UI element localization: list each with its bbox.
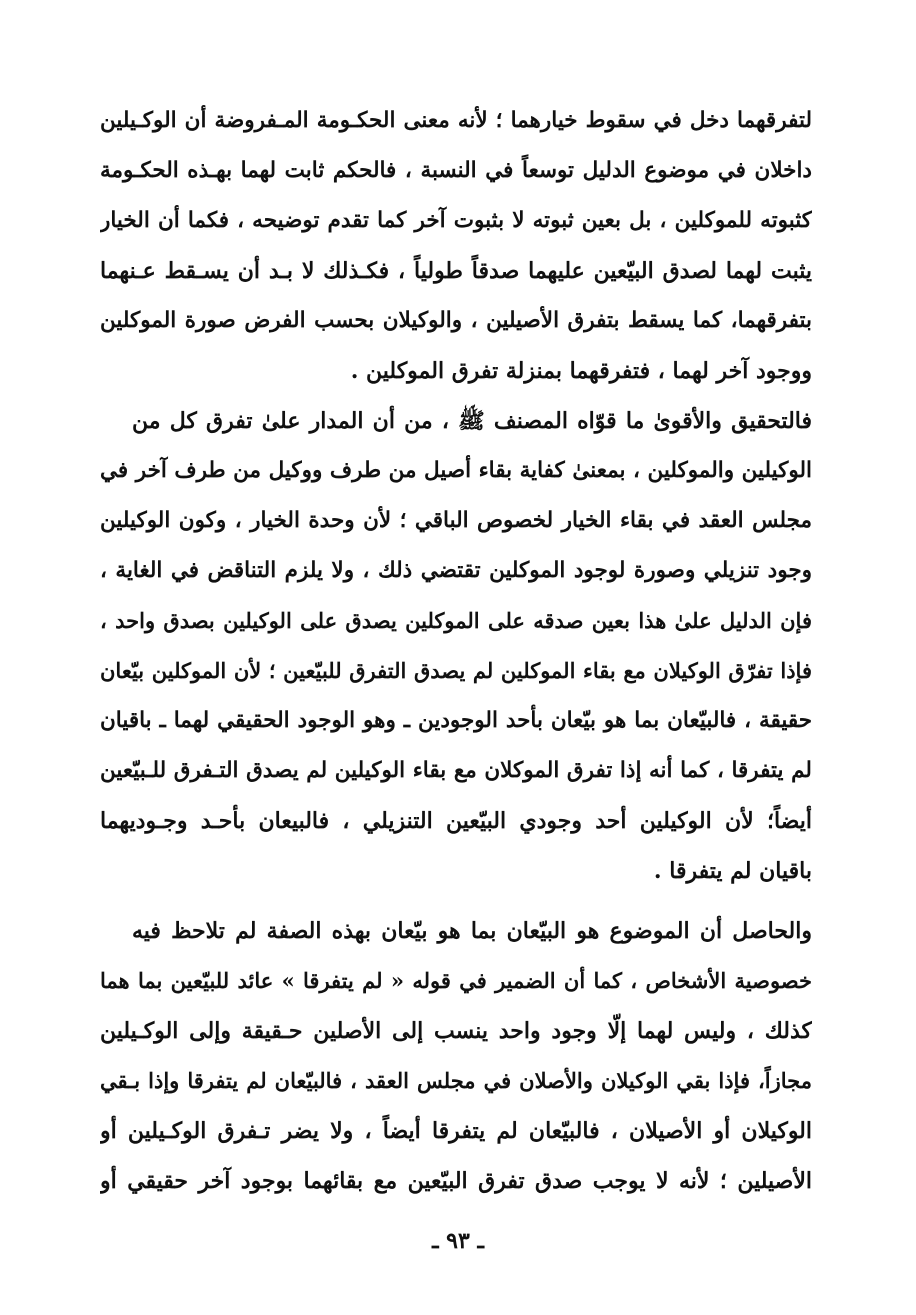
- text-line: بتفرقهما، كما يسقط بتفرق الأصيلين ، والوكيلان بحسب الفرض صورة الموكلين: [100, 308, 812, 333]
- text-line: حقيقة ، فالبيّعان بما هو بيّعان بأحد الوجودين ـ وهو الوجود الحقيقي لهما ـ باقيان: [100, 708, 812, 733]
- text-line: كثبوته للموكلين ، بل بعين ثبوته لا بثبوت آخر كما تقدم توضيحه ، فكما أن الخيار: [100, 208, 812, 233]
- text-line: باقيان لم يتفرقا .: [653, 858, 812, 884]
- text-line: الوكيلين والموكلين ، بمعنىٰ كفاية بقاء أصيل من طرف ووكيل من طرف آخر في: [100, 458, 812, 483]
- text-line: وجود تنزيلي وصورة لوجود الموكلين تقتضي ذلك ، ولا يلزم التناقض في الغاية ،: [100, 558, 812, 583]
- text-line: فإذا تفرّق الوكيلان مع بقاء الموكلين لم يصدق التفرق للبيّعين ؛ لأن الموكلين بيّعان: [100, 658, 812, 683]
- text-line: فإن الدليل علىٰ هذا بعين صدقه على الموكلين يصدق على الوكيلين بصدق واحد ،: [100, 608, 812, 633]
- text-line: لم يتفرقا ، كما أنه إذا تفرق الموكلان مع بقاء الوكيلين لم يصدق التـفرق للـبيّعين: [100, 758, 812, 783]
- text-line: الأصيلين ؛ لأنه لا يوجب صدق تفرق البيّعين مع بقائهما بوجود آخر حقيقي أو: [100, 1168, 812, 1194]
- text-line: خصوصية الأشخاص ، كما أن الضمير في قوله « لم يتفرقا » عائد للبيّعين بما هما: [100, 968, 812, 993]
- text-line: يثبت لهما لصدق البيّعين عليهما صدقاً طولياً ، فكـذلك لا بـد أن يسـقط عـنهما: [100, 258, 812, 284]
- text-line: الوكيلان أو الأصيلان ، فالبيّعان لم يتفرقا أيضاً ، ولا يضر تـفرق الوكـيلين أو: [100, 1118, 812, 1144]
- text-line: أيضاً؛ لأن الوكيلين أحد وجودي البيّعين التنزيلي ، فالبيعان بأحـد وجـوديهما: [100, 808, 812, 834]
- text-line: داخلان في موضوع الدليل توسعاً في النسبة ، فالحكم ثابت لهما بهـذه الحكـومة: [100, 158, 812, 183]
- text-line: لتفرقهما دخل في سقوط خيارهما ؛ لأنه معنى الحكـومة المـفروضة أن الوكـيلين: [100, 108, 812, 133]
- text-line: مجازاً، فإذا بقي الوكيلان والأصلان في مجلس العقد ، فالبيّعان لم يتفرقا وإذا بـقي: [100, 1068, 812, 1093]
- text-line: ووجود آخر لهما ، فتفرقهما بمنزلة تفرق الموكلين .: [350, 358, 812, 384]
- text-line: فالتحقيق والأقوىٰ ما قوّاه المصنف ﷺ ، من أن المدار علىٰ تفرق كل من: [132, 408, 812, 434]
- text-line: والحاصل أن الموضوع هو البيّعان بما هو بيّعان بهذه الصفة لم تلاحظ فيه: [132, 918, 812, 944]
- text-line: مجلس العقد في بقاء الخيار لخصوص الباقي ؛ لأن وحدة الخيار ، وكون الوكيلين: [100, 508, 812, 533]
- page-number: ـ ٩٣ ـ: [432, 1228, 484, 1254]
- text-line: كذلك ، وليس لهما إلّا وجود واحد ينسب إلى الأصلين حـقيقة وإلى الوكـيلين: [100, 1018, 812, 1044]
